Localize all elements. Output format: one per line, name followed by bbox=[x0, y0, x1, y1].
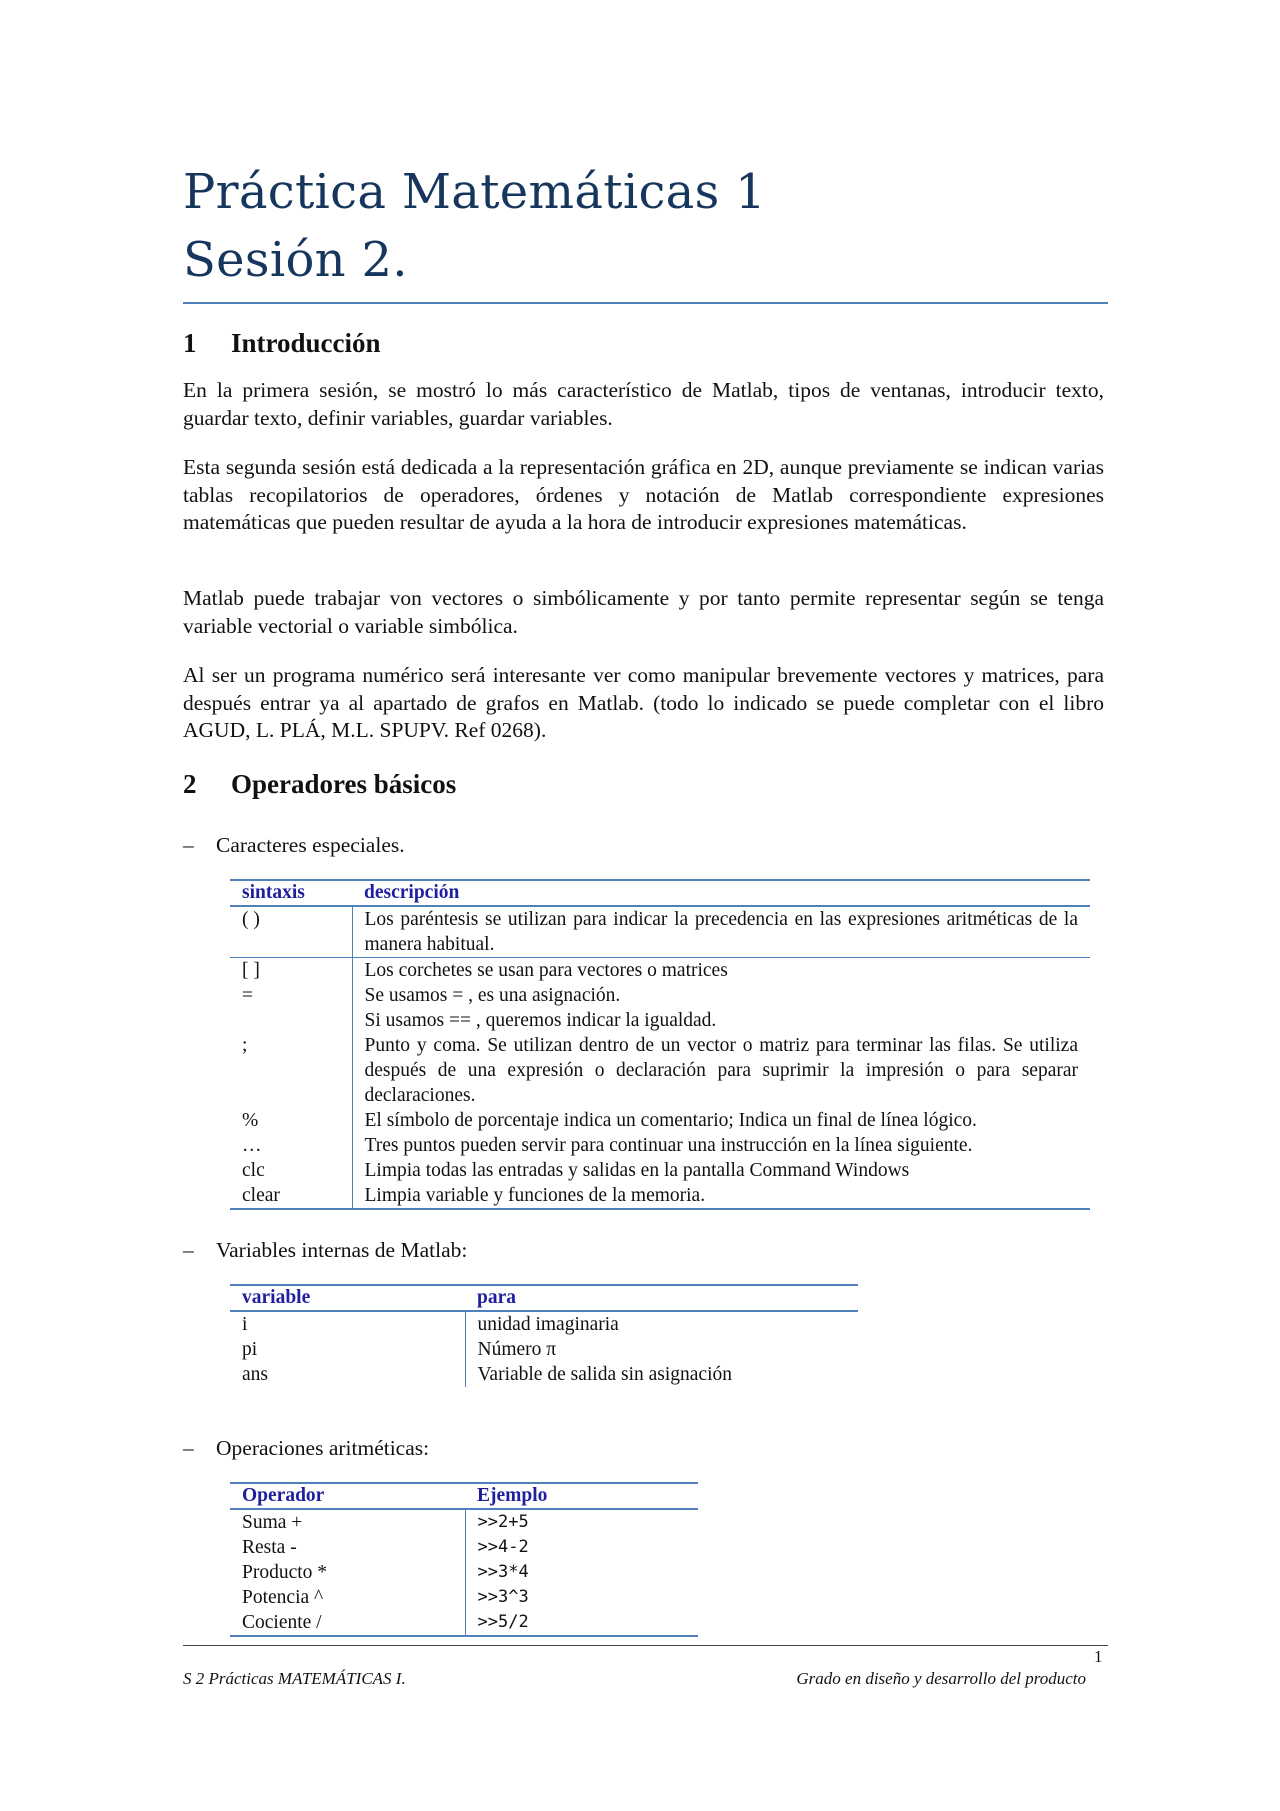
column-header-para: para bbox=[465, 1285, 858, 1311]
syntax-cell: … bbox=[230, 1133, 352, 1158]
footer-divider bbox=[183, 1645, 1108, 1646]
syntax-cell: = bbox=[230, 983, 352, 1008]
column-header-variable: variable bbox=[230, 1285, 465, 1311]
bullet-label: Operaciones aritméticas: bbox=[216, 1436, 430, 1460]
section-number: 1 bbox=[183, 328, 197, 358]
operator-cell: Producto * bbox=[230, 1560, 465, 1585]
bullet-label: Caracteres especiales. bbox=[216, 833, 405, 857]
table-row bbox=[230, 1362, 858, 1387]
operator-cell: Resta - bbox=[230, 1535, 465, 1560]
section-number: 2 bbox=[183, 769, 197, 799]
bullet-special-chars bbox=[183, 833, 405, 858]
bullet-arithmetic-operations bbox=[183, 1436, 429, 1461]
meaning-cell: unidad imaginaria bbox=[477, 1314, 619, 1335]
title-line-2: Sesión 2. bbox=[183, 232, 408, 288]
description-cell: Los paréntesis se utilizan para indicar la precedencia en las expresiones aritméticas de la manera habitual. bbox=[352, 906, 1090, 958]
section-heading-operators bbox=[183, 769, 456, 800]
intro-paragraph-2: Esta segunda sesión está dedicada a la representación gráfica en 2D, aunque previamente se indican varias tablas recopilatorios de operadores, órdenes y notación de Matlab correspondiente expresiones matemáticas que pueden resultar de ayuda a la hora de introducir expresiones matemáticas. bbox=[183, 455, 1104, 534]
description-cell: Punto y coma. Se utilizan dentro de un vector o matriz para terminar las filas. Se utiliza después de una expresión o declaración para suprimir la impresión o para separar declaraciones. bbox=[364, 1035, 1078, 1106]
table-row bbox=[230, 983, 1090, 1008]
column-header-example: Ejemplo bbox=[465, 1483, 698, 1509]
bullet-dash: – bbox=[183, 1238, 194, 1262]
meaning-cell: Número π bbox=[477, 1339, 557, 1360]
section-title: Operadores básicos bbox=[231, 769, 457, 799]
section-title: Introducción bbox=[231, 328, 381, 358]
bullet-dash: – bbox=[183, 1436, 194, 1460]
page-number: 1 bbox=[1094, 1647, 1103, 1666]
table-header-row bbox=[230, 880, 1090, 906]
example-cell: >>3*4 bbox=[477, 1562, 529, 1582]
internal-variables-table bbox=[230, 1284, 858, 1387]
intro-paragraph-4: Al ser un programa numérico será interesante ver como manipular brevemente vectores y matrices, para después entrar ya al apartado de grafos en Matlab. (todo lo indicado se puede completar con el libro AGUD, L. PLÁ, M.L. SPUPV. Ref 0268). bbox=[183, 663, 1104, 742]
description-cell: Se usamos = , es una asignación. bbox=[364, 985, 621, 1006]
example-cell: >>3^3 bbox=[477, 1587, 529, 1607]
column-header-operator: Operador bbox=[230, 1483, 465, 1509]
table-row bbox=[230, 1311, 858, 1337]
table-row bbox=[230, 1535, 698, 1560]
special-characters-table bbox=[230, 879, 1090, 1210]
document-title bbox=[183, 158, 1108, 304]
variable-cell: ans bbox=[230, 1362, 465, 1387]
column-header-description: descripción bbox=[352, 880, 1090, 906]
table-row bbox=[230, 1158, 1090, 1183]
column-header-syntax: sintaxis bbox=[230, 880, 352, 906]
description-cell: Los corchetes se usan para vectores o matrices bbox=[364, 960, 728, 981]
meaning-cell: Variable de salida sin asignación bbox=[477, 1364, 732, 1385]
table-header-row bbox=[230, 1483, 698, 1509]
table-row bbox=[230, 1337, 858, 1362]
footer-course-title: S 2 Prácticas MATEMÁTICAS I. bbox=[183, 1669, 406, 1688]
description-cell: Limpia variable y funciones de la memoria. bbox=[352, 1183, 1090, 1209]
description-cell: Limpia todas las entradas y salidas en la pantalla Command Windows bbox=[364, 1160, 910, 1181]
table-row bbox=[230, 906, 1090, 958]
table-header-row bbox=[230, 1285, 858, 1311]
syntax-cell: ; bbox=[230, 1033, 352, 1108]
operator-cell: Potencia ^ bbox=[230, 1585, 465, 1610]
syntax-cell: % bbox=[230, 1108, 352, 1133]
title-line-1: Práctica Matemáticas 1 bbox=[183, 164, 766, 220]
syntax-cell: [ ] bbox=[230, 958, 352, 984]
description-cell: Si usamos == , queremos indicar la igualdad. bbox=[364, 1010, 717, 1031]
description-cell: El símbolo de porcentaje indica un comentario; Indica un final de línea lógico. bbox=[364, 1110, 977, 1131]
operator-cell: Suma + bbox=[230, 1509, 465, 1535]
bullet-dash: – bbox=[183, 833, 194, 857]
example-cell: >>2+5 bbox=[477, 1512, 529, 1532]
syntax-cell: clear bbox=[230, 1183, 352, 1209]
table-row bbox=[230, 1008, 1090, 1033]
example-cell: >>5/2 bbox=[465, 1610, 698, 1636]
variable-cell: pi bbox=[230, 1337, 465, 1362]
syntax-cell: ( ) bbox=[230, 906, 352, 958]
table-row bbox=[230, 1560, 698, 1585]
intro-paragraph-3: Matlab puede trabajar von vectores o simbólicamente y por tanto permite representar según se tenga variable vectorial o variable simbólica. bbox=[183, 586, 1104, 638]
table-row bbox=[230, 1133, 1090, 1158]
footer-degree-name: Grado en diseño y desarrollo del producto bbox=[796, 1669, 1086, 1688]
table-row bbox=[230, 1509, 698, 1535]
table-row bbox=[230, 1033, 1090, 1108]
table-row bbox=[230, 1610, 698, 1636]
table-row bbox=[230, 1108, 1090, 1133]
table-row bbox=[230, 958, 1090, 984]
syntax-cell: clc bbox=[230, 1158, 352, 1183]
bullet-label: Variables internas de Matlab: bbox=[216, 1238, 468, 1262]
example-cell: >>4-2 bbox=[477, 1537, 529, 1557]
arithmetic-operations-table bbox=[230, 1482, 698, 1637]
operator-cell: Cociente / bbox=[230, 1610, 465, 1636]
syntax-cell bbox=[230, 1008, 352, 1033]
variable-cell: i bbox=[230, 1311, 465, 1337]
intro-paragraph-1: En la primera sesión, se mostró lo más característico de Matlab, tipos de ventanas, introducir texto, guardar texto, definir variables, guardar variables. bbox=[183, 378, 1104, 430]
table-row bbox=[230, 1585, 698, 1610]
section-heading-intro bbox=[183, 328, 381, 359]
table-row bbox=[230, 1183, 1090, 1209]
bullet-internal-variables bbox=[183, 1238, 467, 1263]
description-cell: Tres puntos pueden servir para continuar una instrucción en la línea siguiente. bbox=[364, 1135, 973, 1156]
